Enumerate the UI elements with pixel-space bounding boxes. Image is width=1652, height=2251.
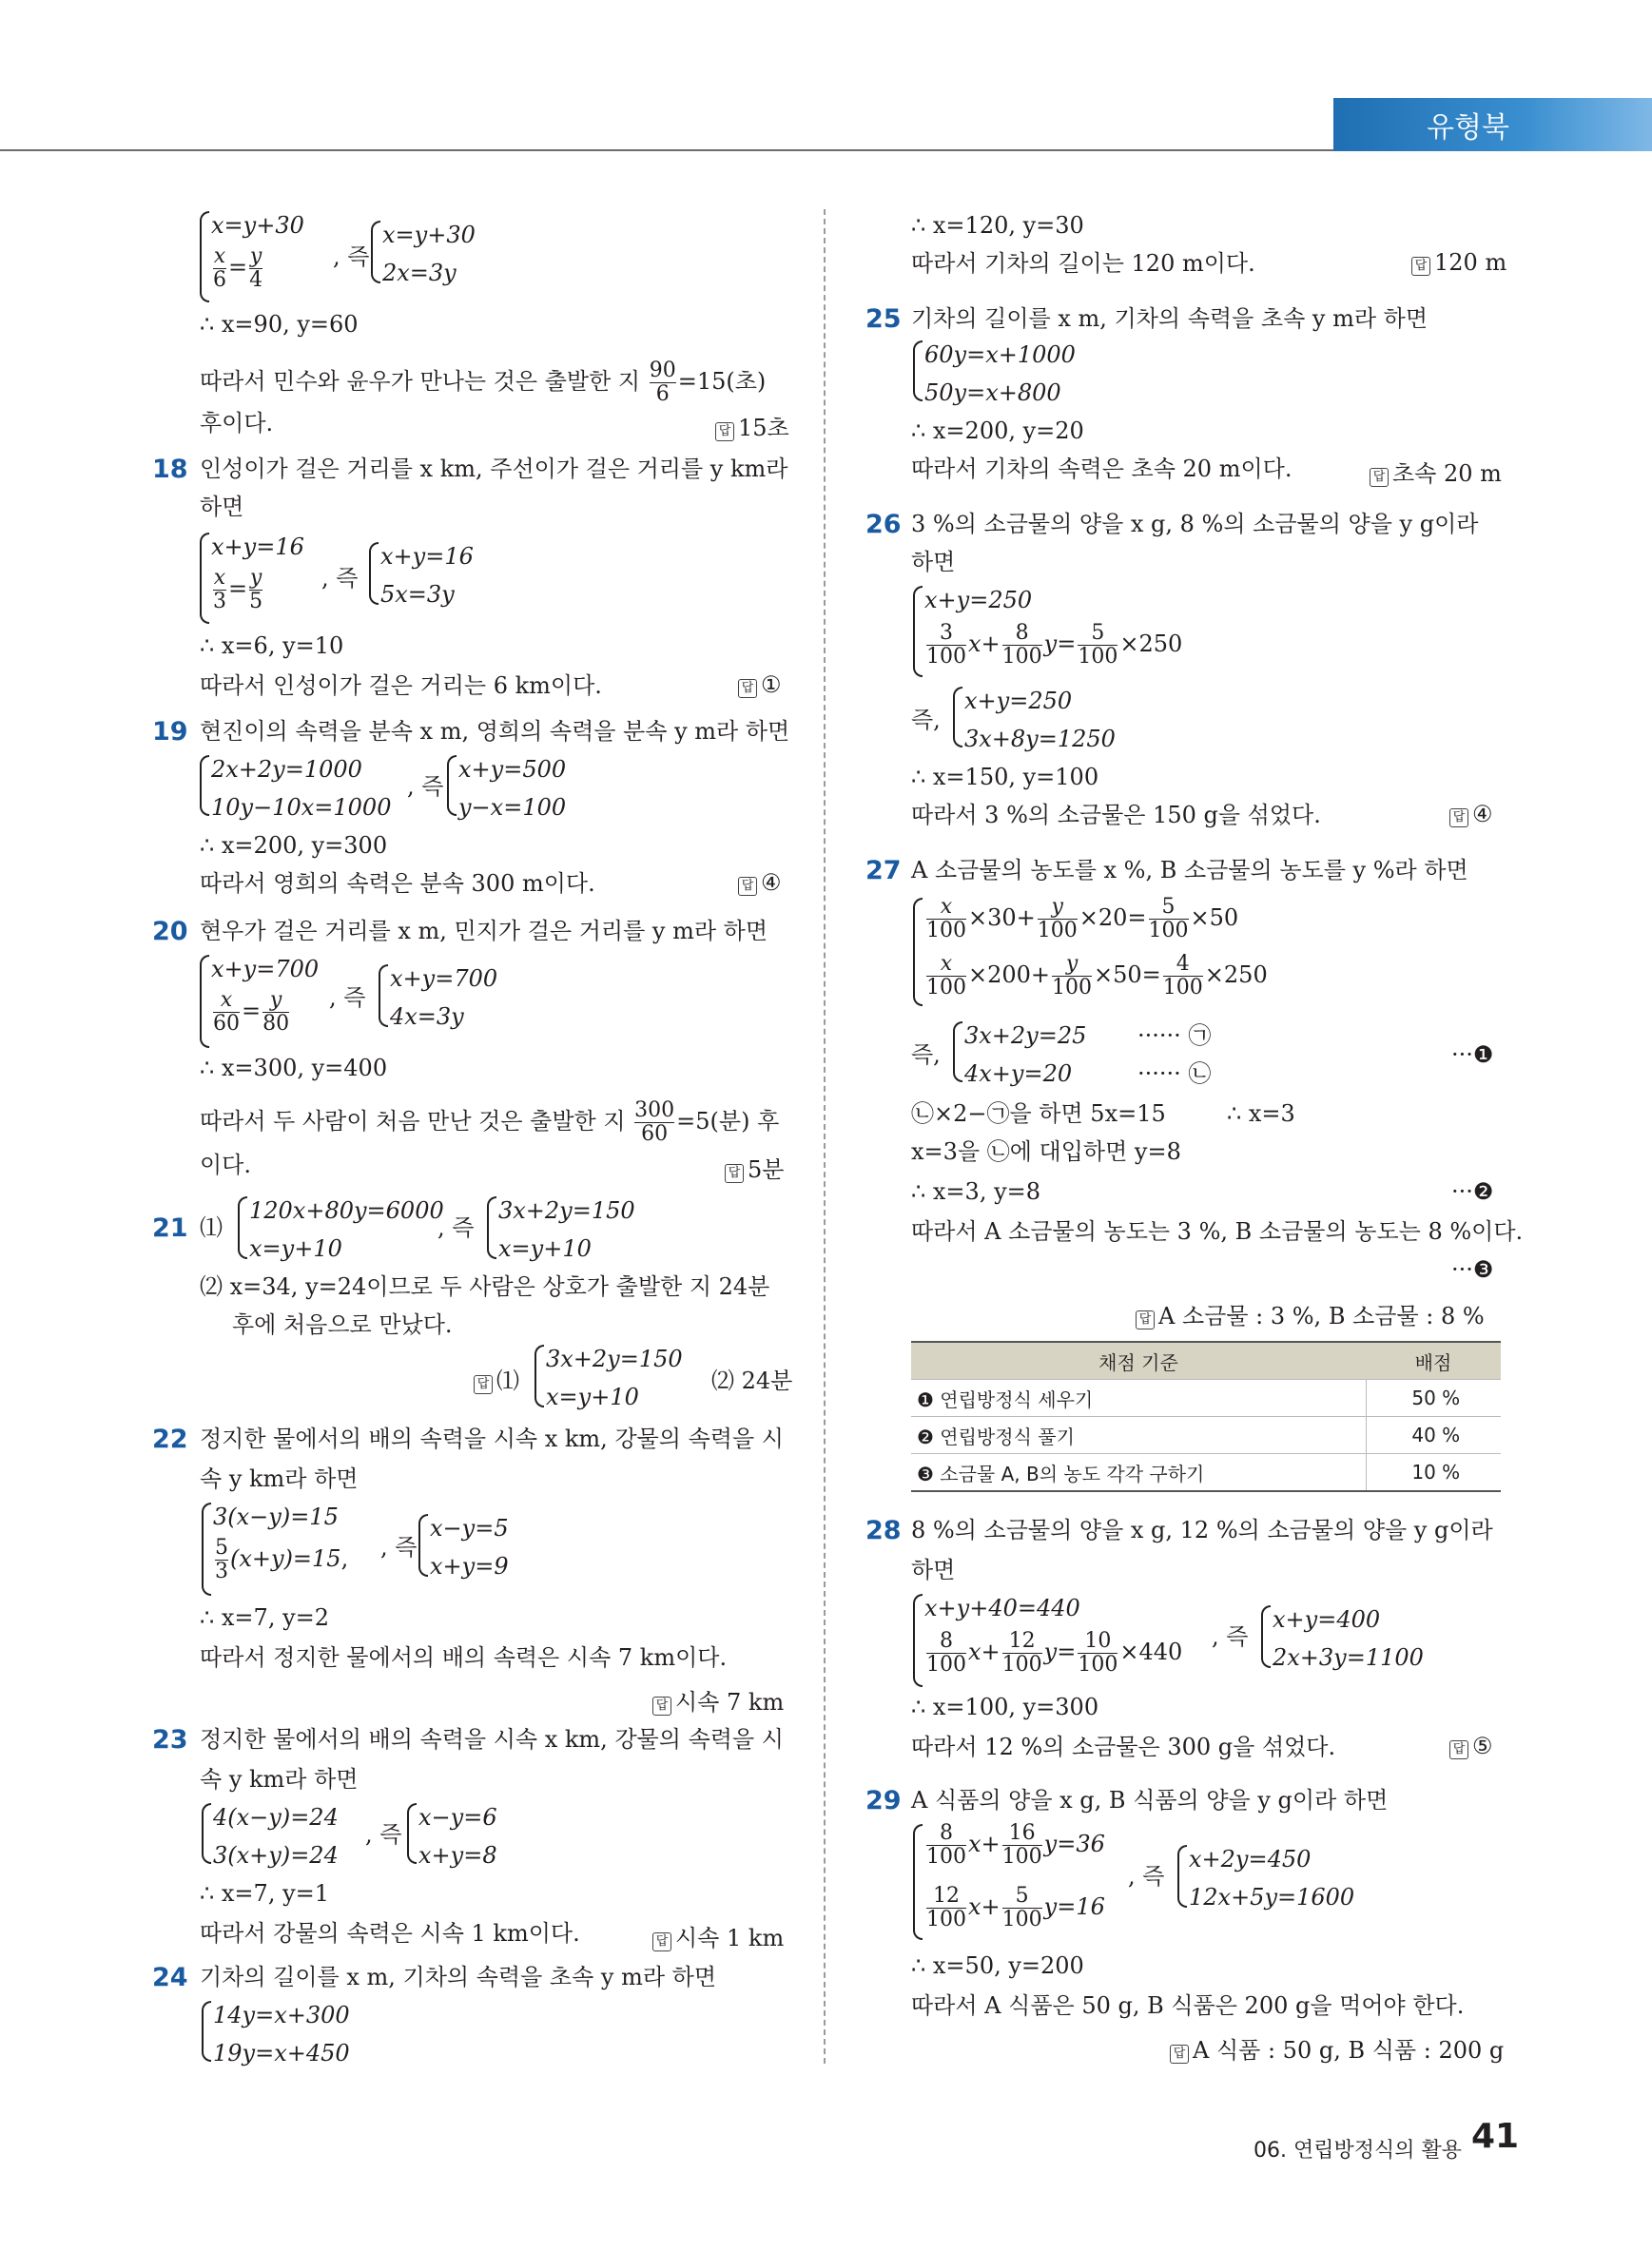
system-brace: [913, 586, 923, 677]
problem-number: 28: [865, 1516, 902, 1545]
solution-step: ㉡×2−㉠을 하면 5x=15: [911, 1100, 1166, 1127]
equation-connector: , 즉: [380, 1534, 418, 1561]
system-brace: [379, 964, 388, 1027]
problem-number: 26: [865, 510, 902, 539]
equation: x−y=6: [418, 1804, 497, 1831]
result: ∴ x=7, y=2: [200, 1604, 330, 1631]
answer: 답 시속 7 km: [652, 1683, 784, 1717]
subquestion-label: ⑴: [200, 1214, 223, 1241]
result: ∴ x=100, y=300: [911, 1694, 1099, 1720]
problem-number: 21: [152, 1213, 188, 1243]
equation: 4x+y=20: [964, 1060, 1073, 1087]
equation: 3(x+y)=24: [213, 1842, 339, 1869]
problem-text: 하면: [911, 1557, 956, 1583]
equation: 3(x−y)=15: [213, 1504, 339, 1530]
system-brace: [200, 755, 209, 816]
result: ∴ x=90, y=60: [200, 311, 359, 338]
conclusion: 따라서 기차의 속력은 초속 20 m이다.: [911, 456, 1292, 482]
equation: x+y=16: [380, 543, 474, 570]
result: ∴ x=7, y=1: [200, 1880, 330, 1907]
equation: 3x+8y=1250: [964, 726, 1116, 752]
equation-connector: , 즉: [407, 773, 444, 800]
subquestion-text: ⑵ x=34, y=24이므로 두 사람은 상호가 출발한 지 24분: [200, 1273, 770, 1300]
equation-connector: 즉,: [911, 1041, 941, 1068]
equation: x=y+30: [382, 222, 476, 248]
system-brace: [913, 898, 923, 1006]
system-brace: [913, 1594, 923, 1687]
system-brace: [1177, 1845, 1187, 1908]
equation: x+y=9: [430, 1553, 509, 1580]
table-row: ❶ 연립방정식 세우기 50 %: [911, 1380, 1501, 1417]
answer: 답 5분: [725, 1151, 784, 1184]
equation: $\frac{x}{100}$ ×200+ $\frac{y}{100}$ ×50= $\frac{4}{100}$ ×250: [926, 952, 1268, 999]
system-brace: [202, 2001, 211, 2062]
system-brace: [913, 340, 923, 401]
equation-connector: , 즉: [1212, 1623, 1249, 1650]
equation: x=y+10: [498, 1235, 592, 1262]
equation: x−y=5: [430, 1515, 509, 1542]
answer-mark-icon: 답: [1170, 2045, 1189, 2064]
system-brace: [200, 211, 209, 302]
problem-text: 하면: [200, 494, 244, 520]
answer-mark-icon: 답: [1370, 468, 1389, 487]
answer: 답 A 소금물 : 3 %, B 소금물 : 8 %: [1136, 1297, 1485, 1330]
equation: x+y=250: [924, 587, 1033, 613]
system-brace: [418, 1514, 428, 1577]
problem-number: 23: [152, 1725, 188, 1755]
answer-mark-icon: 답: [1449, 808, 1468, 827]
answer: 답 ①: [738, 671, 782, 698]
problem-number: 29: [865, 1786, 902, 1815]
problem-text: 3 %의 소금물의 양을 x g, 8 %의 소금물의 양을 y g이라: [911, 511, 1479, 537]
equation: 50y=x+800: [924, 379, 1061, 406]
answer: 답 ⑴: [474, 1362, 519, 1395]
equation: 3x+2y=150: [498, 1197, 635, 1224]
conclusion: 따라서 정지한 물에서의 배의 속력은 시속 7 km이다.: [200, 1644, 728, 1671]
system-brace: [534, 1345, 544, 1407]
equation: x+y=400: [1273, 1606, 1381, 1633]
result: ∴ x=120, y=30: [911, 212, 1084, 239]
equation: 14y=x+300: [213, 2002, 350, 2028]
footer-chapter: 06. 연립방정식의 활용: [1254, 2139, 1462, 2163]
answer-equation: x=y+10: [546, 1384, 639, 1410]
equation: x+y=250: [964, 688, 1073, 714]
problem-text: 현진이의 속력을 분속 x m, 영희의 속력을 분속 y m라 하면: [200, 718, 790, 745]
subquestion-text: 후에 처음으로 만났다.: [232, 1311, 453, 1338]
conclusion: 따라서 인성이가 걸은 거리는 6 km이다.: [200, 672, 602, 699]
result: ∴ x=6, y=10: [200, 632, 344, 659]
answer: 답 초속 20 m: [1370, 455, 1502, 488]
system-brace: [953, 687, 962, 747]
system-brace: [953, 1021, 962, 1082]
problem-text: 인성이가 걸은 거리를 x km, 주선이가 걸은 거리를 y km라: [200, 456, 788, 482]
equation: y−x=100: [458, 794, 567, 821]
system-brace: [200, 955, 209, 1048]
table-header: 배점: [1366, 1342, 1501, 1380]
equation: $\frac{x}{100}$ ×30+ $\frac{y}{100}$ ×20= $\frac{5}{100}$ ×50: [926, 895, 1239, 942]
equation: x+y=500: [458, 756, 567, 783]
problem-text: 8 %의 소금물의 양을 x g, 12 %의 소금물의 양을 y g이라: [911, 1517, 1493, 1543]
problem-text: 기차의 길이를 x m, 기차의 속력을 초속 y m라 하면: [200, 1964, 717, 1990]
problem-text: A 소금물의 농도를 x %, B 소금물의 농도를 y %라 하면: [911, 857, 1468, 883]
system-brace: [369, 542, 379, 605]
equation-connector: , 즉: [365, 1821, 402, 1848]
equation: x+y=700: [390, 965, 498, 992]
equation: 4(x−y)=24: [213, 1804, 339, 1831]
equation: x+y=8: [418, 1842, 497, 1869]
solution-step: ∴ x=3: [1227, 1100, 1295, 1127]
conclusion: 후이다.: [200, 410, 274, 437]
equation: 5x=3y: [380, 581, 455, 608]
answer: ⑵ 24분: [711, 1368, 793, 1394]
equation: 60y=x+1000: [924, 341, 1076, 368]
equation-connector: , 즉: [1128, 1863, 1165, 1890]
conclusion: 따라서 민수와 윤우가 만나는 것은 출발한 지 $\frac{90}{6}$ =15(초): [200, 359, 767, 406]
problem-text: 정지한 물에서의 배의 속력을 시속 x km, 강물의 속력을 시: [200, 1726, 784, 1753]
page-number: 41: [1471, 2117, 1520, 2156]
system-brace: [371, 221, 380, 283]
problem-number: 27: [865, 856, 902, 885]
answer-mark-icon: 답: [474, 1375, 493, 1394]
answer-mark-icon: 답: [738, 877, 757, 896]
answer-mark-icon: 답: [1449, 1740, 1468, 1759]
table-header: 채점 기준: [911, 1342, 1366, 1380]
solution-step: x=3을 ㉡에 대입하면 y=8: [911, 1138, 1181, 1165]
problem-number: 24: [152, 1963, 188, 1992]
header-tab-label: 유형북: [1427, 111, 1509, 145]
problem-number: 18: [152, 455, 188, 484]
equation-marker: ······ ㉡: [1137, 1060, 1212, 1087]
problem-number: 25: [865, 304, 902, 334]
result: ∴ x=50, y=200: [911, 1952, 1084, 1979]
equation: 19y=x+450: [213, 2040, 350, 2067]
system-brace: [200, 533, 209, 624]
table-row: ❷ 연립방정식 풀기 40 %: [911, 1417, 1501, 1454]
equation-connector: , 즉: [329, 984, 366, 1011]
answer: 답 ④: [738, 869, 782, 896]
equation: x+2y=450: [1189, 1846, 1312, 1873]
equation: 2x+2y=1000: [211, 756, 362, 783]
conclusion: 따라서 A 소금물의 농도는 3 %, B 소금물의 농도는 8 %이다.: [911, 1218, 1524, 1245]
answer: 답 ④: [1449, 801, 1493, 827]
equation: 12x+5y=1600: [1189, 1884, 1355, 1911]
problem-text: 정지한 물에서의 배의 속력을 시속 x km, 강물의 속력을 시: [200, 1426, 784, 1452]
equation: 2x+3y=1100: [1273, 1644, 1424, 1671]
answer-mark-icon: 답: [1136, 1310, 1155, 1329]
conclusion: 따라서 강물의 속력은 시속 1 km이다.: [200, 1920, 580, 1947]
equation: x+y=16: [211, 534, 304, 560]
answer-equation: 3x+2y=150: [546, 1346, 683, 1372]
problem-text: 기차의 길이를 x m, 기차의 속력을 초속 y m라 하면: [911, 305, 1428, 332]
column-divider: [824, 209, 826, 2064]
equation: x=y+30: [211, 212, 304, 239]
equation: 10y−10x=1000: [211, 794, 392, 821]
system-brace: [487, 1196, 496, 1259]
answer-mark-icon: 답: [715, 422, 734, 441]
answer-mark-icon: 답: [1411, 257, 1430, 276]
equation: $\frac{8}{100}$ x+ $\frac{12}{100}$ y= $\frac{10}{100}$ ×440: [926, 1629, 1183, 1677]
equation: x+y=700: [211, 956, 320, 982]
equation: $\frac{3}{100}$ x+ $\frac{8}{100}$ y= $\frac{5}{100}$ ×250: [926, 621, 1183, 669]
equation: 3x+2y=25: [964, 1022, 1087, 1049]
answer: 답 A 식품 : 50 g, B 식품 : 200 g: [1170, 2031, 1504, 2065]
table-row: ❸ 소금물 A, B의 농도 각각 구하기 10 %: [911, 1454, 1501, 1492]
problem-number: 20: [152, 917, 188, 946]
result: ∴ x=150, y=100: [911, 764, 1099, 790]
conclusion: 이다.: [200, 1152, 251, 1178]
conclusion: 따라서 기차의 길이는 120 m이다.: [911, 250, 1255, 277]
equation-connector: , 즉: [333, 243, 370, 270]
problem-number: 22: [152, 1425, 188, 1454]
answer: 답 120 m: [1411, 249, 1506, 276]
equation: 2x=3y: [382, 260, 457, 286]
step-marker: ···❶: [1451, 1041, 1494, 1068]
equation: 120x+80y=6000: [249, 1197, 444, 1224]
equation: x=y+10: [249, 1235, 342, 1262]
problem-text: 속 y km라 하면: [200, 1465, 359, 1492]
system-brace: [1261, 1605, 1271, 1668]
equation: $\frac{x}{3}$ = $\frac{y}{5}$: [213, 566, 263, 613]
problem-text: 속 y km라 하면: [200, 1766, 359, 1793]
system-brace: [447, 755, 457, 816]
conclusion: 따라서 영희의 속력은 분속 300 m이다.: [200, 870, 595, 897]
equation: $\frac{5}{3}$ (x+y)=15,: [215, 1536, 349, 1583]
system-brace: [238, 1196, 247, 1259]
problem-number: 19: [152, 717, 188, 747]
system-brace: [202, 1503, 211, 1596]
answer: 답 ⑤: [1449, 1733, 1493, 1759]
system-brace: [202, 1803, 211, 1864]
equation-connector: , 즉: [321, 565, 359, 592]
step-marker: ···❸: [1451, 1256, 1494, 1283]
equation-marker: ······ ㉠: [1137, 1022, 1212, 1049]
conclusion: 따라서 12 %의 소금물은 300 g을 섞었다.: [911, 1734, 1336, 1760]
answer-mark-icon: 답: [652, 1697, 671, 1716]
answer-mark-icon: 답: [738, 679, 757, 698]
equation: $\frac{8}{100}$ x+ $\frac{16}{100}$ y=36: [926, 1821, 1105, 1869]
equation: $\frac{x}{6}$ = $\frac{y}{4}$: [213, 244, 263, 292]
result: ∴ x=200, y=300: [200, 832, 388, 859]
step-marker: ···❷: [1451, 1178, 1494, 1205]
problem-text: A 식품의 양을 x g, B 식품의 양을 y g이라 하면: [911, 1787, 1389, 1814]
equation: 4x=3y: [390, 1003, 464, 1030]
equation: x+y+40=440: [924, 1595, 1080, 1621]
problem-text: 현우가 걸은 거리를 x m, 민지가 걸은 거리를 y m라 하면: [200, 918, 768, 944]
problem-text: 하면: [911, 549, 956, 575]
equation: $\frac{12}{100}$ x+ $\frac{5}{100}$ y=16: [926, 1884, 1105, 1931]
answer-mark-icon: 답: [652, 1932, 671, 1951]
result: ∴ x=300, y=400: [200, 1055, 388, 1081]
scoring-table: [911, 1341, 1501, 1492]
equation: $\frac{x}{60}$ = $\frac{y}{80}$: [213, 988, 290, 1036]
system-brace: [407, 1803, 417, 1864]
answer-mark-icon: 답: [725, 1164, 744, 1183]
conclusion: 따라서 3 %의 소금물은 150 g을 섞었다.: [911, 802, 1321, 828]
equation-connector: , 즉: [437, 1214, 475, 1241]
equation-connector: 즉,: [911, 707, 941, 733]
answer: 답 15초: [715, 409, 789, 442]
result: ∴ x=3, y=8: [911, 1178, 1041, 1205]
conclusion: 따라서 A 식품은 50 g, B 식품은 200 g을 먹어야 한다.: [911, 1992, 1465, 2019]
system-brace: [913, 1824, 923, 1940]
conclusion: 따라서 두 사람이 처음 만난 것은 출발한 지 $\frac{300}{60}$ =5(분) 후: [200, 1098, 780, 1146]
answer: 답 시속 1 km: [652, 1919, 784, 1952]
result: ∴ x=200, y=20: [911, 417, 1084, 444]
